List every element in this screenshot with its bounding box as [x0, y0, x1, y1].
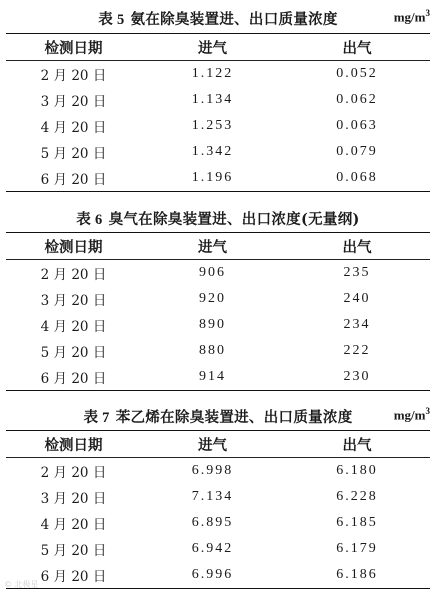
- date-cell: 5 月 20 日: [40, 543, 107, 559]
- outlet-cell: 6.228: [336, 489, 378, 504]
- table-row: [6, 510, 430, 536]
- date-cell: 6 月 20 日: [40, 371, 107, 387]
- table-7-unit: $mg/m^3$: [393, 406, 430, 423]
- table-7-number: 表 7: [83, 410, 110, 426]
- outlet-cell: 0.052: [336, 66, 378, 81]
- inlet-cell: 920: [199, 291, 226, 306]
- watermark: © 北极星: [4, 580, 39, 589]
- date-cell: 5 月 20 日: [40, 345, 107, 361]
- table-header-row: [6, 431, 430, 458]
- header-outlet: 出气: [284, 431, 430, 458]
- date-cell: 6 月 20 日: [40, 172, 107, 188]
- table-header-row: [6, 34, 430, 61]
- inlet-cell: 6.942: [191, 541, 234, 556]
- table-6-caption-row: [6, 206, 430, 228]
- table-row: [6, 364, 430, 391]
- header-date: 检测日期: [6, 431, 141, 458]
- inlet-cell: 7.134: [191, 489, 234, 504]
- inlet-cell: 906: [199, 265, 226, 280]
- header-outlet: 出气: [284, 233, 430, 260]
- table-5-caption-row: [6, 6, 430, 28]
- outlet-cell: 222: [343, 343, 371, 358]
- header-inlet: 进气: [141, 34, 284, 61]
- inlet-cell: 880: [199, 343, 226, 358]
- inlet-cell: 6.895: [191, 515, 234, 530]
- inlet-cell: 1.253: [191, 118, 234, 133]
- inlet-cell: 890: [199, 317, 226, 332]
- date-cell: 2 月 20 日: [40, 68, 107, 84]
- date-cell: 2 月 20 日: [40, 267, 107, 283]
- inlet-cell: 914: [199, 369, 226, 384]
- table-row: [6, 312, 430, 338]
- table-row: [6, 562, 430, 589]
- table-7-caption: [6, 406, 430, 427]
- outlet-cell: 6.180: [336, 463, 378, 478]
- date-cell: 3 月 20 日: [40, 293, 107, 309]
- date-cell: 2 月 20 日: [40, 465, 107, 481]
- table-row: [6, 61, 430, 88]
- table-row: [6, 113, 430, 139]
- table-7-title: 苯乙烯在除臭装置进、出口质量浓度: [115, 409, 353, 426]
- outlet-cell: 6.185: [336, 515, 378, 530]
- date-cell: 3 月 20 日: [40, 491, 107, 507]
- inlet-cell: 6.998: [191, 463, 234, 478]
- table-5-unit: $mg/m^3$: [393, 8, 430, 25]
- table-row: [6, 338, 430, 364]
- table-7-caption-row: [6, 404, 430, 426]
- outlet-cell: 234: [343, 317, 371, 332]
- outlet-cell: 235: [343, 265, 371, 280]
- outlet-cell: 6.186: [336, 567, 378, 582]
- outlet-cell: 240: [343, 291, 371, 306]
- table-5-number: 表 5: [98, 12, 125, 28]
- header-date: 检测日期: [6, 233, 141, 260]
- inlet-cell: 6.996: [191, 567, 234, 582]
- table-header-row: [6, 233, 430, 260]
- outlet-cell: 0.068: [336, 170, 378, 185]
- date-cell: 6 月 20 日: [40, 569, 107, 585]
- table-5-title: 氨在除臭装置进、出口质量浓度: [130, 11, 338, 28]
- outlet-cell: 0.079: [336, 144, 378, 159]
- header-inlet: 进气: [141, 431, 284, 458]
- table-6-title: 臭气在除臭装置进、出口浓度(无量纲): [108, 211, 360, 228]
- outlet-cell: 0.063: [336, 118, 378, 133]
- date-cell: 3 月 20 日: [40, 94, 107, 110]
- table-7: [6, 430, 430, 589]
- outlet-cell: 0.062: [336, 92, 378, 107]
- inlet-cell: 1.196: [191, 170, 234, 185]
- table-row: [6, 286, 430, 312]
- table-6: [6, 232, 430, 391]
- table-row: [6, 458, 430, 485]
- table-row: [6, 260, 430, 287]
- table-6-caption: [6, 208, 430, 229]
- header-date: 检测日期: [6, 34, 141, 61]
- table-row: [6, 87, 430, 113]
- table-5: [6, 33, 430, 192]
- inlet-cell: 1.134: [191, 92, 234, 107]
- outlet-cell: 6.179: [336, 541, 378, 556]
- outlet-cell: 230: [343, 369, 371, 384]
- table-5-caption: [6, 8, 430, 29]
- inlet-cell: 1.122: [191, 66, 234, 81]
- table-row: [6, 165, 430, 192]
- table-row: [6, 139, 430, 165]
- table-row: [6, 536, 430, 562]
- date-cell: 4 月 20 日: [40, 517, 107, 533]
- date-cell: 4 月 20 日: [40, 120, 107, 136]
- header-inlet: 进气: [141, 233, 284, 260]
- table-6-number: 表 6: [76, 212, 103, 228]
- date-cell: 5 月 20 日: [40, 146, 107, 162]
- inlet-cell: 1.342: [191, 144, 234, 159]
- date-cell: 4 月 20 日: [40, 319, 107, 335]
- header-outlet: 出气: [284, 34, 430, 61]
- table-row: [6, 484, 430, 510]
